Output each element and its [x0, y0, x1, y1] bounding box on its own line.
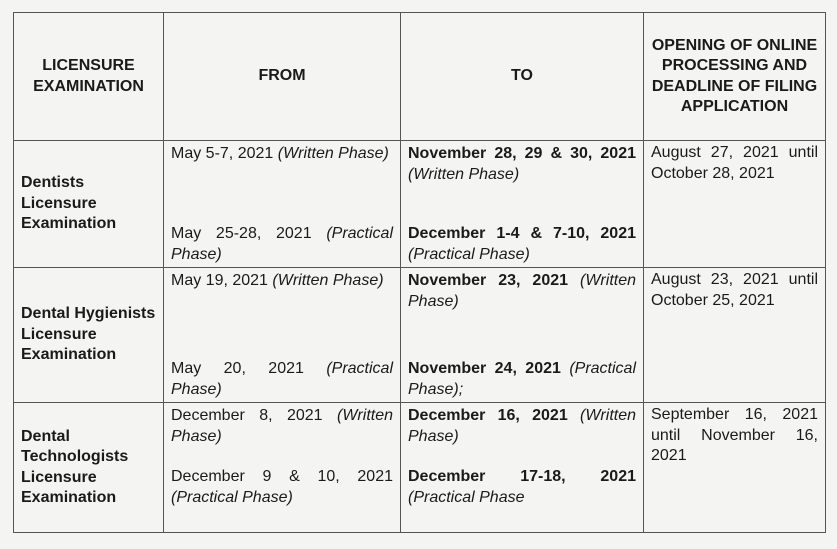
to-cell	[401, 141, 644, 268]
from-practical: May 20, 2021 (Practical Phase)	[171, 360, 393, 398]
from-cell	[164, 141, 401, 268]
to-written: November 28, 29 & 30, 2021 (Written Phase)	[408, 145, 636, 183]
from-cell	[164, 268, 401, 403]
opening-cell: August 27, 2021 until October 28, 2021	[644, 141, 826, 268]
to-cell	[401, 403, 644, 533]
from-cell	[164, 403, 401, 533]
exam-name: Dental Technologists Licensure Examination	[14, 403, 164, 533]
to-practical: December 1-4 & 7-10, 2021 (Practical Phase)	[408, 225, 636, 263]
exam-name: Dentists Licensure Examination	[14, 141, 164, 268]
header-exam: LICENSURE EXAMINATION	[14, 13, 164, 141]
header-from: FROM	[164, 13, 401, 141]
to-written: December 16, 2021 (Written Phase)	[408, 407, 636, 445]
table-row	[14, 268, 826, 403]
to-written: November 23, 2021 (Written Phase)	[408, 272, 636, 310]
licensure-schedule-table	[13, 12, 826, 533]
opening-cell: August 23, 2021 until October 25, 2021	[644, 268, 826, 403]
from-written: May 19, 2021 (Written Phase)	[171, 272, 384, 289]
header-opening: OPENING OF ONLINE PROCESSING AND DEADLINE OF FILING APPLICATION	[644, 13, 826, 141]
header-to: TO	[401, 13, 644, 141]
to-practical: December 17-18, 2021 (Practical Phase	[408, 468, 636, 506]
from-written: May 5-7, 2021 (Written Phase)	[171, 145, 389, 162]
table-row	[14, 141, 826, 268]
opening-cell: September 16, 2021 until November 16, 2021	[644, 403, 826, 533]
to-cell	[401, 268, 644, 403]
exam-name: Dental Hygienists Licensure Examination	[14, 268, 164, 403]
table-row	[14, 403, 826, 533]
from-written: December 8, 2021 (Written Phase)	[171, 407, 393, 445]
from-practical: May 25-28, 2021 (Practical Phase)	[171, 225, 394, 263]
to-practical: November 24, 2021 (Practical Phase);	[408, 360, 636, 398]
from-practical: December 9 & 10, 2021 (Practical Phase)	[171, 468, 393, 506]
table-header-row	[14, 13, 826, 141]
